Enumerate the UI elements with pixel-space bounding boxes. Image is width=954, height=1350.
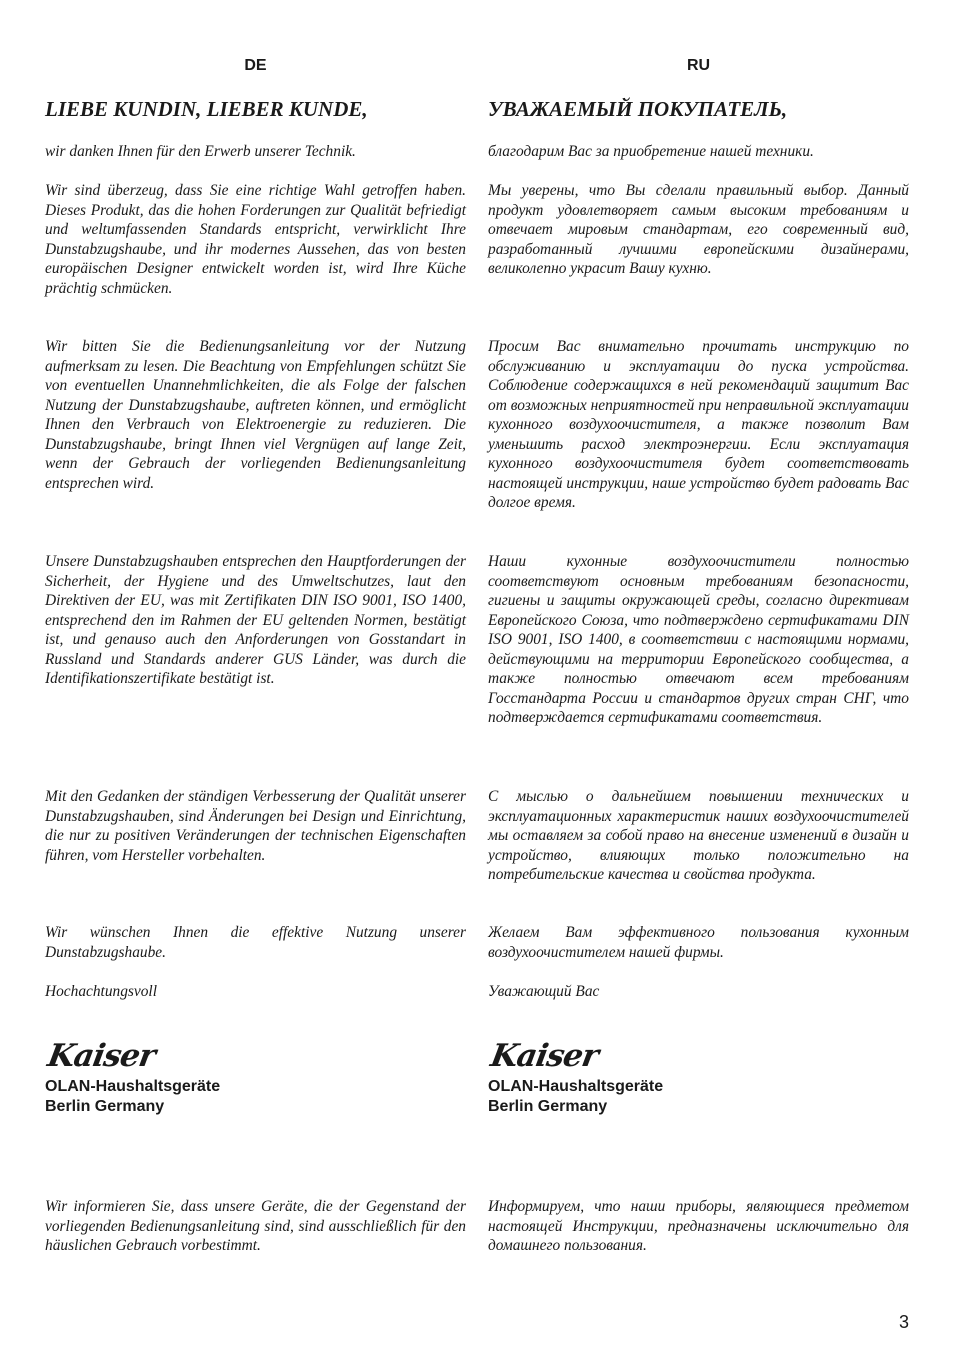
paragraph-wishes: Wir wünschen Ihnen die effektive Nutzung unserer Dunstabzugshaube. (45, 924, 466, 961)
kaiser-logo: Kaiser (488, 1038, 601, 1074)
paragraph-improvements: Mit den Gedanken der ständigen Verbesserung der Qualität unserer Dunstabzugshauben, sind Änderungen bei Design und Einrichtung, die nur zu positiven Veränderungen der technischen Eigenschaften führen, vom Hersteller vorbehalten. (45, 788, 466, 864)
company-location: Berlin Germany (45, 1098, 165, 1115)
greeting-heading: LIEBE KUNDIN, LIEBER KUNDE, (45, 97, 368, 121)
company-name: OLAN-Haushaltsgeräte (45, 1078, 221, 1095)
greeting-heading: УВАЖАЕМЫЙ ПОКУПАТЕЛЬ, (488, 97, 788, 121)
paragraph-thanks: благодарим Вас за приобретение нашей техники. (488, 143, 814, 160)
paragraph-improvements: С мыслью о дальнейшем повышении технических и эксплуатационных характеристик наших воздухоочистителей мы оставляем за собой право на внесение изменений в дизайн и устройство, влияющих только положительно на потребительские качества и свойства продукта. (488, 788, 909, 883)
paragraph-instructions: Wir bitten Sie die Bedienungsanleitung vor der Nutzung aufmerksam zu lesen. Die Beachtung von Empfehlungen schützt Sie von eventuellen Unannehmlichkeiten, die als Folge der falschen Nutzung der Dunstabzugshaube, auftreten können, und ermöglicht Ihnen den Verbrauch von Elektroenergie zu reduzieren. Die Dunstabzugshaube, bringt Ihnen viel Vergnügen auf lange Zeit, wenn der Gebrauch der vorliegenden Bedienungsanleitung entsprechen wird. (45, 338, 466, 492)
company-location: Berlin Germany (488, 1098, 608, 1115)
paragraph-choice: Мы уверены, что Вы сделали правильный выбор. Данный продукт удовлетворяет самым высоким требованиям и отвечает мировым стандартам, его современный вид, разработанный лучшими европейскими дизайнерами, великолепно украсит Вашу кухню. (488, 182, 909, 277)
household-use-note: Информируем, что наши приборы, являющиеся предметом настоящей Инструкции, предназначены исключительно для домашнего пользования. (488, 1198, 909, 1254)
paragraph-thanks: wir danken Ihnen für den Erwerb unserer Technik. (45, 143, 356, 160)
household-use-note: Wir informieren Sie, dass unsere Geräte, die der Gegenstand der vorliegenden Bedienungsanleitung sind, sind ausschließlich für den häuslichen Gebrauch vorbestimmt. (45, 1198, 466, 1254)
paragraph-wishes: Желаем Вам эффективного пользования кухонным воздухоочистителем нашей фирмы. (488, 924, 909, 961)
paragraph-choice: Wir sind überzeug, dass Sie eine richtige Wahl getroffen haben. Dieses Produkt, das die hohen Forderungen zur Qualität befriedigt und weltumfassenden Standards entspricht, verwirklicht Ihre Dunstabzugshaube, und ihr modernes Aussehen, das von besten europäischen Designer entwickelt worden ist, wird Ihre Küche prächtig schmücken. (45, 182, 466, 297)
language-code: DE (244, 57, 267, 74)
paragraph-certification: Наши кухонные воздухоочистители полностью соответствуют основным требованиям безопасности, гигиены и защиты окружающей среды, согласно директивам Европейского Союза, что подтверждено сертификатами DIN ISO 9001, ISO 1400, в соответствии с настоящими нормами, действующими на территории Европейского сообщества, а также полностью отвечают всем требованиям Госстандарта России и стандартов других стран СНГ, что подтверждается сертификатами соответствия. (488, 553, 909, 726)
kaiser-logo: Kaiser (45, 1038, 158, 1074)
page-number: 3 (898, 1312, 909, 1332)
closing-text: Уважающий Вас (488, 983, 600, 1000)
paragraph-certification: Unsere Dunstabzugshauben entsprechen den Hauptforderungen der Sicherheit, der Hygiene und des Umweltschutzes, laut den Direktiven der EU, was mit Zertifikaten DIN ISO 9001, ISO 1400, entsprechend den im Rahmen der EU geltenden Normen, bestätigt ist, und genauso auch den Anforderungen von Gosstandart in Russland und Standards anderer GUS Länder, was durch die Identifikationszertifikate bestätigt ist. (45, 553, 466, 687)
paragraph-instructions: Просим Вас внимательно прочитать инструкцию по обслуживанию и эксплуатации до пуска устройства. Соблюдение содержащихся в ней рекомендаций защитит Вас от возможных неприятностей при неправильной эксплуатации кухонного воздухоочистителя, а также позволит Вам уменьшить расход электроэнергии. Если эксплуатация кухонного воздухоочистителя будет соответствовать настоящей инструкции, наше устройство будет радовать Вас долгое время. (488, 338, 909, 511)
company-name: OLAN-Haushaltsgeräte (488, 1078, 664, 1095)
closing-text: Hochachtungsvoll (45, 983, 157, 1000)
language-code: RU (686, 57, 711, 74)
